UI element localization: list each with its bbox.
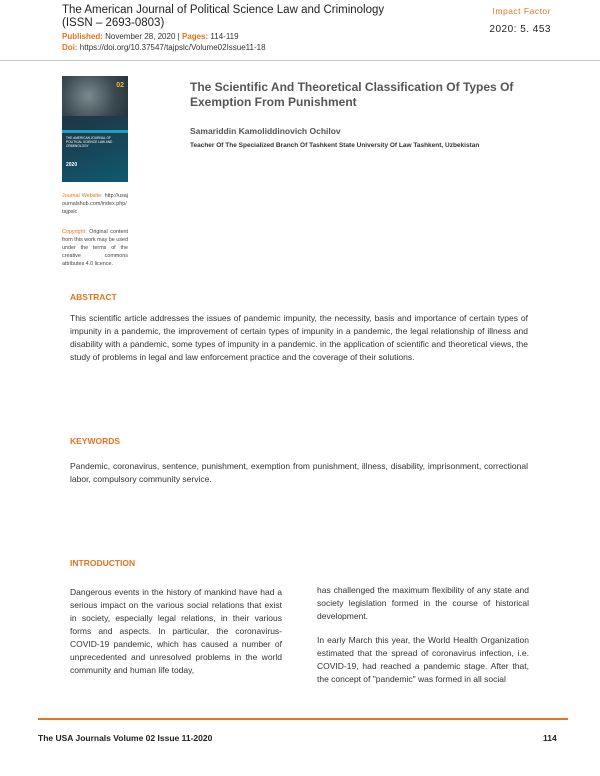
introduction-column-right-p1: has challenged the maximum flexibility of any state and society legislation formed in the course of historical development. [317,585,529,621]
doi-link[interactable]: https://doi.org/10.37547/tajpslc/Volume02Issue11-18 [79,43,266,52]
website-link[interactable]: http://usajournalshub.com/index.php/tajpslc [62,193,128,215]
journal-issn: (ISSN – 2693-0803) [62,17,165,29]
copyright-label: Copyright: [62,229,87,235]
published-date: November 28, 2020 [105,32,176,41]
introduction-column-right-p2: In early March this year, the World Health Organization estimated that the spread of coronavirus infection, i.e. COVID-19, had reached a pandemic stage. After that, the concept of "pandemic" was formed in all social [317,635,529,684]
footer-journal-issue: The USA Journals Volume 02 Issue 11-2020 [38,733,213,743]
cover-year: 2020 [66,162,78,168]
doi-label: Doi: [62,43,78,52]
author-affiliation: Teacher Of The Specialized Branch Of Tashkent State University Of Law Tashkent, Uzbekistan [190,142,480,149]
impact-factor-value: 2020: 5. 453 [489,24,551,35]
journal-title [62,4,402,30]
cover-band [62,130,128,133]
footer-divider [38,718,568,720]
abstract-heading: ABSTRACT [70,292,117,302]
website-label: Journal Website: [62,193,103,199]
page-number: 114 [543,733,557,743]
keywords-heading: KEYWORDS [70,436,121,446]
journal-website [62,192,128,216]
pages-label: Pages: [181,32,209,41]
introduction-column-left: Dangerous events in the history of mankind have had a serious impact on the various social relations that exist in society, especially legal relations, in their various forms and aspects. In particular, the coronavirus-COVID-19 pandemic, which has caused a number of unprecedented and unresolved problems in the world community and human life today, [70,587,282,675]
article-title: The Scientific And Theoretical Classification Of Types Of Exemption From Punishment [190,80,514,109]
keywords-text: Pandemic, coronavirus, sentence, punishment, exemption from punishment, illness, disability, imprisonment, correctional labor, compulsory community service. [70,461,528,484]
journal-cover-image [62,76,128,182]
impact-factor-label: Impact Factor [492,6,551,16]
doi-line [62,43,266,52]
published-label: Published: [62,32,103,41]
cover-number: 02 [116,82,124,89]
copyright-text: Original content from this work may be used under the terms of the creative commons attributes 4.0 licence. [62,229,128,267]
journal-name: The American Journal of Political Science Law and Criminology [62,4,385,16]
pages-value: 114-119 [210,32,239,41]
abstract-text: This scientific article addresses the issues of pandemic impunity, the necessity, basis and importance of certain types of impunity in a pandemic, the improvement of certain types of impunity in a pandemic, the legal relationship of illness and disability with a pandemic, some types of impunity in a pandemic. in the application of scientific and theoretical views, the study of problems in legal and law enforcement practice and the coverage of their solutions. [70,313,528,362]
published-line: Published: November 28, 2020 | Pages: 114-119 [62,32,239,41]
introduction-heading: INTRODUCTION [70,558,136,568]
header-divider [0,60,600,61]
copyright-note [62,228,128,268]
author-name: Samariddin Kamoliddinovich Ochilov [190,126,341,136]
cover-title: THE AMERICAN JOURNAL OF POLITICAL SCIENCE LAW AND CRIMINOLOGY [66,136,113,148]
